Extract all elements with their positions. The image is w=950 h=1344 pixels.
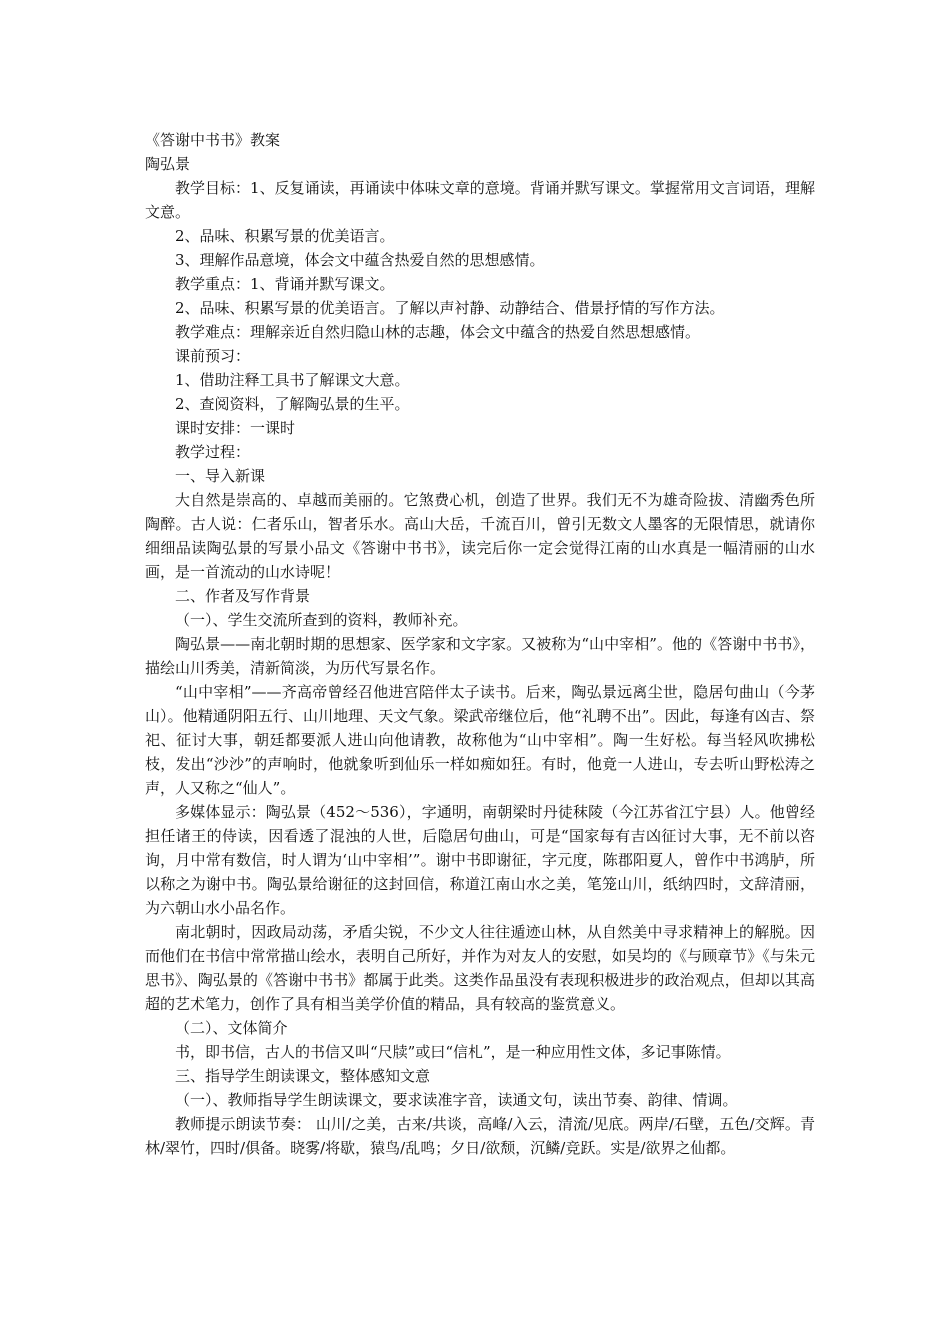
paragraph-teaching-goal: 教学目标：1、反复诵读，再诵读中体味文章的意境。背诵并默写课文。掌握常用文言词语，理解文意。 xyxy=(145,179,815,221)
document-title: 《答谢中书书》教案 xyxy=(145,131,281,149)
subheading-guided-reading: （一）、教师指导学生朗读课文，要求读准字音，读通文句，读出节奏、韵律、情调。 xyxy=(175,1091,738,1109)
paragraph-background: 南北朝时，因政局动荡，矛盾尖锐，不少文人往往遁迹山林，从自然美中寻求精神上的解脱。因而他们在书信中常常描山绘水，表明自己所好，并作为对友人的安慰，如吴均的《与顾章节》《与朱元思书》、陶弘景的《答谢中书书》都属于此类。这类作品虽没有表现积极进步的政治观点，但却以其高超的艺术笔力，创作了具有相当美学价值的精品，具有较高的鉴赏意义。 xyxy=(145,923,815,1013)
paragraph-process: 教学过程： xyxy=(175,443,251,461)
paragraph-key-point-2: 2、品味、积累写景的优美语言。了解以声衬静、动静结合、借景抒情的写作方法。 xyxy=(175,299,725,317)
subheading-genre: （二）、文体简介 xyxy=(175,1019,288,1037)
paragraph-genre: 书，即书信，古人的书信又叫“尺牍”或曰“信札”，是一种应用性文体，多记事陈情。 xyxy=(175,1043,731,1061)
paragraph-mountain-minister: “山中宰相”——齐高帝曾经召他进宫陪伴太子读书。后来，陶弘景远离尘世，隐居句曲山（今茅山）。他精通阴阳五行、山川地理、天文气象。梁武帝继位后，他“礼聘不出”。因此，每逢有凶吉、祭祀、征讨大事，朝廷都要派人进山向他请教，故称他为“山中宰相”。陶一生好松。每当轻风吹拂松枝，发出“沙沙”的声响时，他就象听到仙乐一样如痴如狂。有时，他竟一人进山，专去听山野松涛之声，人又称之“仙人”。 xyxy=(145,683,815,797)
section-heading-author: 二、作者及写作背景 xyxy=(175,587,311,605)
paragraph-author: 陶弘景——南北朝时期的思想家、医学家和文字家。又被称为“山中宰相”。他的《答谢中书书》，描绘山川秀美，清新简淡，为历代写景名作。 xyxy=(145,635,815,677)
paragraph-difficulty: 教学难点：理解亲近自然归隐山林的志趣，体会文中蕴含的热爱自然思想感情。 xyxy=(175,323,701,341)
document-body xyxy=(145,128,815,1160)
paragraph-key-point: 教学重点：1、背诵并默写课文。 xyxy=(175,275,395,293)
paragraph-preview-1: 1、借助注释工具书了解课文大意。 xyxy=(175,371,410,389)
paragraph-rhythm: 教师提示朗读节奏： 山川/之美，古来/共谈，高峰/入云，清流/见底。两岸/石壁，五色/交辉。青林/翠竹，四时/俱备。晓雾/将歇，猿鸟/乱鸣；夕日/欲颓，沉鳞/竞跃。实是/欲界之仙都。 xyxy=(145,1115,815,1157)
section-heading-reading: 三、指导学生朗读课文，整体感知文意 xyxy=(175,1067,431,1085)
paragraph-goal-2: 2、品味、积累写景的优美语言。 xyxy=(175,227,395,245)
paragraph-preview-2: 2、查阅资料，了解陶弘景的生平。 xyxy=(175,395,410,413)
paragraph-preview: 课前预习： xyxy=(175,347,251,365)
subheading-exchange: （一）、学生交流所查到的资料，教师补充。 xyxy=(175,611,468,629)
paragraph-intro: 大自然是崇高的、卓越而美丽的。它煞费心机，创造了世界。我们无不为雄奇险拔、清幽秀色所陶醉。古人说：仁者乐山，智者乐水。高山大岳，千流百川，曾引无数文人墨客的无限情思，就请你细细品读陶弘景的写景小品文《答谢中书书》，读完后你一定会觉得江南的山水真是一幅清丽的山水画，是一首流动的山水诗呢！ xyxy=(145,491,815,581)
section-heading-intro: 一、导入新课 xyxy=(175,467,266,485)
paragraph-multimedia: 多媒体显示：陶弘景（452～536），字通明，南朝梁时丹徒秣陵（今江苏省江宁县）人。他曾经担任诸王的侍读，因看透了混浊的人世，后隐居句曲山，可是“国家每有吉凶征讨大事，无不前以咨询，月中常有数信，时人谓为‘山中宰相’”。谢中书即谢征，字元度，陈郡阳夏人，曾作中书鸿胪，所以称之为谢中书。陶弘景给谢征的这封回信，称道江南山水之美，笔笼山川，纸纳四时，文辞清丽，为六朝山水小品名作。 xyxy=(145,803,815,917)
paragraph-schedule: 课时安排：一课时 xyxy=(175,419,296,437)
paragraph-goal-3: 3、理解作品意境，体会文中蕴含热爱自然的思想感情。 xyxy=(175,251,545,269)
document-author: 陶弘景 xyxy=(145,155,191,173)
